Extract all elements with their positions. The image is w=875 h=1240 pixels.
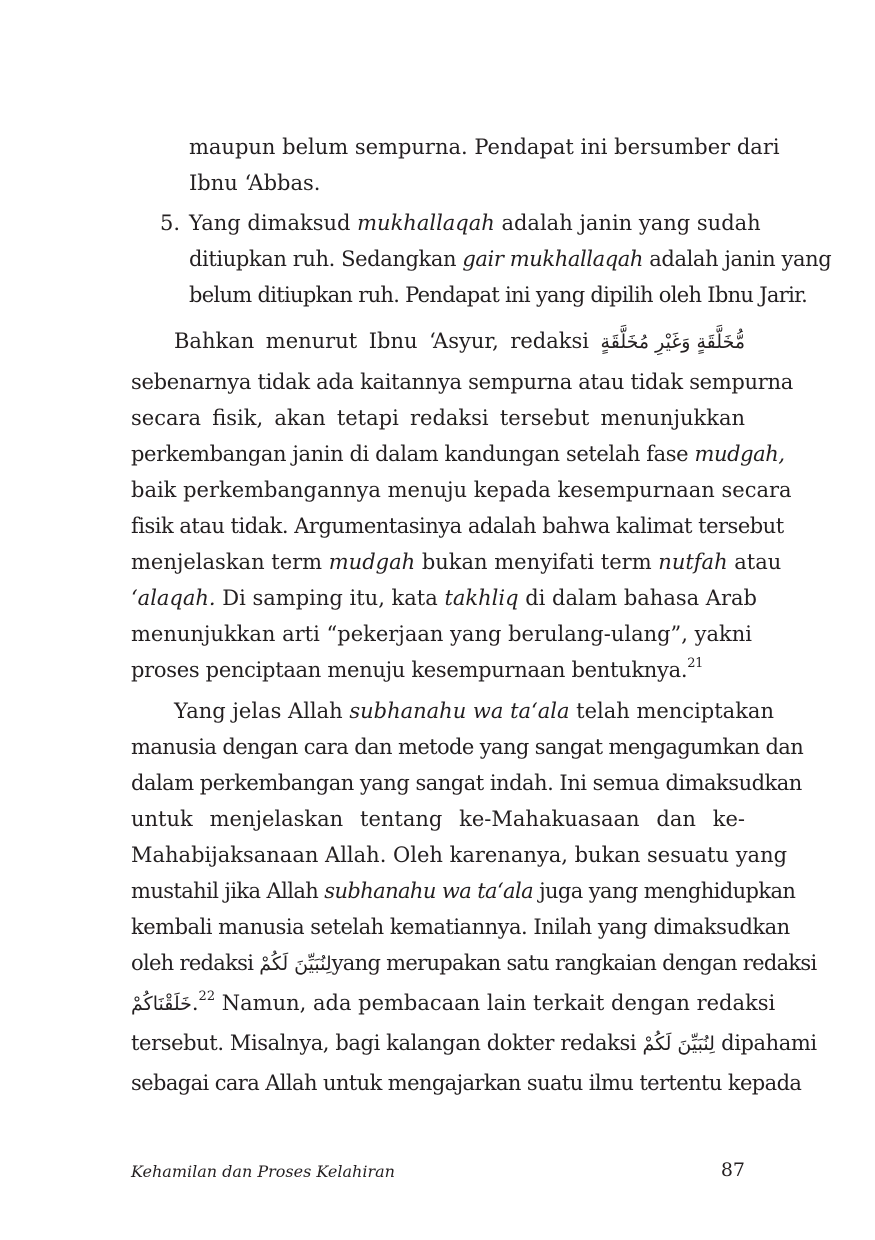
text-run: bukan menyifati term	[415, 550, 659, 574]
text-run: yang merupakan satu rangkaian dengan redaksi	[331, 951, 817, 975]
arabic-phrase: لِنُبَيِّنَ لَكُمْ	[259, 953, 332, 975]
paragraph-line	[131, 400, 745, 436]
list-item-line	[189, 205, 761, 241]
text-run: Bahkan menurut Ibnu ‘Asyur, redaksi	[174, 329, 589, 353]
text-run: Yang dimaksud	[189, 211, 358, 235]
running-footer-title: Kehamilan dan Proses Kelahiran	[131, 1162, 395, 1181]
list-number: 5.	[160, 211, 181, 235]
text-run: Mahabijaksanaan Allah. Oleh karenanya, bukan sesuatu yang	[131, 843, 788, 867]
text-run: baik perkembangannya menuju kepada kesempurnaan secara	[131, 478, 792, 502]
text-run: untuk menjelaskan tentang ke-Mahakuasaan dan ke-	[131, 807, 745, 831]
text-run: dipahami	[714, 1031, 817, 1055]
text-run: juga yang menghidupkan	[533, 879, 796, 903]
text-run: Namun, ada pembacaan lain terkait dengan redaksi	[215, 991, 776, 1015]
list-item-line	[189, 277, 808, 313]
paragraph-line	[131, 616, 752, 652]
text-run: tersebut. Misalnya, bagi kalangan dokter redaksi	[131, 1031, 643, 1055]
italic-term: nutfah	[658, 550, 728, 574]
paragraph-line	[131, 909, 790, 945]
paragraph-line	[131, 945, 817, 981]
text-run: atau	[727, 550, 782, 574]
text-run: secara fisik, akan tetapi redaksi tersebut menunjukkan	[131, 406, 745, 430]
text-run: sebagai cara Allah untuk mengajarkan suatu ilmu tertentu kepada	[131, 1071, 802, 1095]
paragraph-line	[131, 580, 757, 616]
arabic-phrase: مُّخَلَّقَةٍ وَغَيْرِ مُخَلَّقَةٍ	[600, 331, 746, 353]
text-run: menjelaskan term	[131, 550, 329, 574]
text-run: manusia dengan cara dan metode yang sangat mengagumkan dan	[131, 735, 804, 759]
paragraph-line	[131, 985, 776, 1021]
footnote-ref[interactable]: 21	[687, 656, 704, 671]
text-run: maupun belum sempurna. Pendapat ini bersumber dari	[189, 135, 780, 159]
text-run: perkembangan janin di dalam kandungan setelah fase	[131, 442, 695, 466]
text-run: adalah janin yang	[643, 247, 832, 271]
paragraph-line	[131, 544, 782, 580]
text-run: .	[191, 991, 199, 1015]
text-run: dalam perkembangan yang sangat indah. Ini semua dimaksudkan	[131, 771, 802, 795]
text-run: fisik atau tidak. Argumentasinya adalah bahwa kalimat tersebut	[131, 514, 784, 538]
text-run: menunjukkan arti “pekerjaan yang berulang-ulang”, yakni	[131, 622, 752, 646]
paragraph-line	[131, 873, 796, 909]
text-run: di dalam bahasa Arab	[518, 586, 757, 610]
paragraph-line	[131, 801, 745, 837]
paragraph-line	[131, 472, 792, 508]
paragraph-line	[174, 323, 745, 359]
page-number: 87	[720, 1159, 745, 1181]
italic-term: gair mukhallaqah	[462, 247, 644, 271]
paragraph-line	[131, 364, 793, 400]
text-run: oleh redaksi	[131, 951, 260, 975]
arabic-phrase: خَلَقْنَاكُمْ	[131, 993, 192, 1015]
italic-term: takhliq	[444, 586, 519, 610]
italic-term: mudgah	[328, 550, 416, 574]
paragraph-line	[131, 837, 788, 873]
italic-term: ‘alaqah.	[131, 586, 216, 610]
list-item-line	[189, 241, 832, 277]
text-run: adalah janin yang sudah	[494, 211, 761, 235]
paragraph-line	[131, 508, 784, 544]
text-run: mustahil jika Allah	[131, 879, 325, 903]
list-continuation-line	[189, 129, 780, 165]
paragraph-line	[131, 1025, 817, 1061]
text-run: sebenarnya tidak ada kaitannya sempurna atau tidak sempurna	[131, 370, 793, 394]
paragraph-line	[131, 729, 804, 765]
list-continuation-line	[189, 165, 320, 201]
footnote-ref[interactable]: 22	[198, 989, 216, 1004]
text-run: proses penciptaan menuju kesempurnaan bentuknya.	[131, 658, 688, 682]
paragraph-line	[131, 652, 703, 688]
text-run: Ibnu ‘Abbas.	[189, 171, 321, 195]
paragraph-line	[131, 765, 802, 801]
italic-term: subhanahu wa ta‘ala	[349, 699, 570, 723]
arabic-phrase: لِنُبَيِّنَ لَكُمْ	[642, 1033, 715, 1055]
paragraph-line	[131, 436, 785, 472]
italic-term: mudgah,	[694, 442, 785, 466]
text-run: Yang jelas Allah	[174, 699, 350, 723]
text-run: kembali manusia setelah kematiannya. Inilah yang dimaksudkan	[131, 915, 790, 939]
text-run: belum ditiupkan ruh. Pendapat ini yang dipilih oleh Ibnu Jarir.	[189, 283, 808, 307]
text-run: Di samping itu, kata	[215, 586, 445, 610]
italic-term: subhanahu wa ta‘ala	[324, 879, 534, 903]
text-run: ditiupkan ruh. Sedangkan	[189, 247, 463, 271]
italic-term: mukhallaqah	[357, 211, 495, 235]
paragraph-line	[174, 693, 774, 729]
paragraph-line	[131, 1065, 802, 1101]
text-run: telah menciptakan	[569, 699, 774, 723]
